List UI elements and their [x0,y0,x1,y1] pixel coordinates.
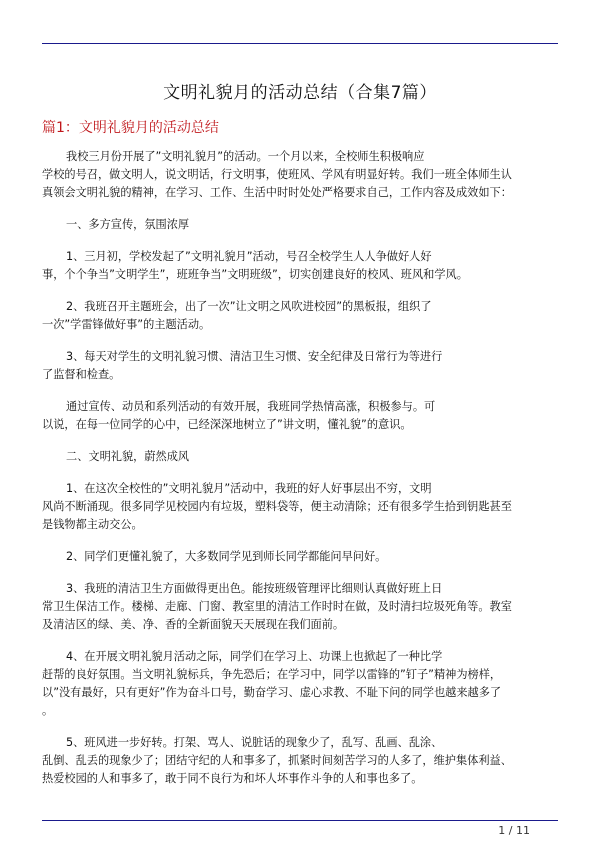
paragraph-line: 学校的号召，做文明人，说文明话，行文明事，使班风、学风有明显好转。我们一班全体师生认 [42,168,512,181]
paragraph-line: 以说，在每一位同学的心中，已经深深地树立了”讲文明，懂礼貌”的意识。 [42,418,412,431]
paragraph-line: 我校三月份开展了”文明礼貌月”的活动。一个月以来，全校师生积极响应 [66,150,425,163]
paragraph-line: 一次”学雷锋做好事”的主题活动。 [42,318,211,331]
paragraph-line: 3、我班的清洁卫生方面做得更出色。能按班级管理评比细则认真做好班上日 [66,582,443,595]
paragraph [42,248,558,284]
paragraph-line: 事，个个争当”文明学生”，班班争当”文明班级”，切实创建良好的校风、班风和学风。 [42,268,468,281]
paragraph-line: 1、三月初，学校发起了”文明礼貌月”活动，号召全校学生人人争做好人好 [66,250,432,263]
section-heading: 一、多方宣传，氛围浓厚 [66,218,190,231]
page-indicator: 1 / 11 [498,824,530,837]
document-body [42,148,558,802]
paragraph-line: 了监督和检查。 [42,368,121,381]
section-heading: 二、文明礼貌，蔚然成风 [66,450,190,463]
paragraph [42,734,558,788]
paragraph-line: 是钱物都主动交公。 [42,518,143,531]
paragraph-line: 2、我班召开主题班会，出了一次”让文明之风吹进校园”的黑板报，组织了 [66,300,432,313]
section-title: 篇1：文明礼貌月的活动总结 [42,120,219,136]
paragraph-line: 通过宣传、动员和系列活动的有效开展，我班同学热情高涨，积极参与。可 [66,400,436,413]
paragraph [42,148,558,202]
document-title: 文明礼貌月的活动总结（合集7篇） [163,83,437,103]
footer-rule [42,820,558,821]
paragraph [42,298,558,334]
header-rule [42,43,558,44]
paragraph-line: 。 [42,704,54,717]
paragraph-line: 及清洁区的绿、美、净、香的全新面貌天天展现在我们面前。 [42,618,345,631]
paragraph [42,648,558,720]
paragraph-line: 5、班风进一步好转。打架、骂人、说脏话的现象少了，乱写、乱画、乱涂、 [66,736,443,749]
paragraph [42,398,558,434]
paragraph-line: 乱倒、乱丢的现象少了；团结守纪的人和事多了，抓紧时间刻苦学习的人多了，维护集体利益、 [42,754,512,767]
paragraph-line: 热爱校园的人和事多了，敢于同不良行为和坏人坏事作斗争的人和事也多了。 [42,772,423,785]
paragraph-line: 3、每天对学生的文明礼貌习惯、清洁卫生习惯、安全纪律及日常行为等进行 [66,350,443,363]
paragraph-line: 赶帮的良好氛围。当文明礼貌标兵，争先恐后；在学习中，同学以雷锋的”钉子”精神为榜样， [42,668,502,681]
paragraph-line: 以”没有最好，只有更好”作为奋斗口号，勤奋学习、虚心求教、不耻下问的同学也越来越多了 [42,686,502,699]
paragraph [42,548,558,566]
paragraph-line: 2、同学们更懂礼貌了，大多数同学见到师长同学都能问早问好。 [66,550,387,563]
paragraph-line: 4、在开展文明礼貌月活动之际，同学们在学习上、功课上也掀起了一种比学 [66,650,443,663]
paragraph-line: 常卫生保洁工作。楼梯、走廊、门窗、教室里的清洁工作时时在做，及时清扫垃圾死角等。教室 [42,600,512,613]
paragraph [42,348,558,384]
paragraph [42,480,558,534]
paragraph-line: 真领会文明礼貌的精神，在学习、工作、生活中时时处处严格要求自己，工作内容及成效如下： [42,186,512,199]
paragraph-line: 1、在这次全校性的”文明礼貌月”活动中，我班的好人好事层出不穷，文明 [66,482,432,495]
paragraph [42,580,558,634]
paragraph-line: 风尚不断涌现。很多同学见校园内有垃圾，塑料袋等，便主动清除；还有很多学生拾到钥匙甚至 [42,500,512,513]
